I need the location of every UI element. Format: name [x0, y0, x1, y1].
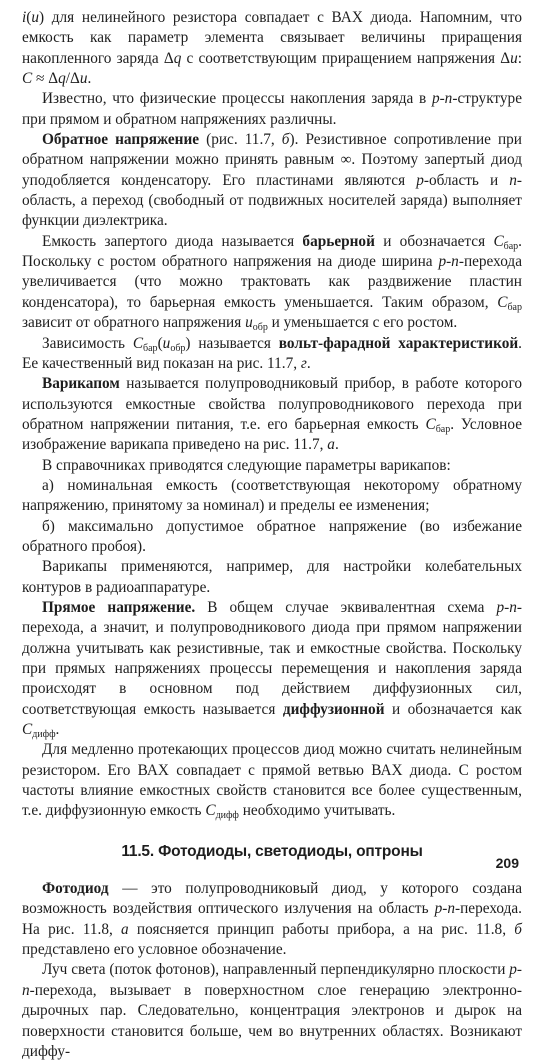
text-run: представлено его условное обозначение.: [22, 941, 287, 959]
italic-symbol: C: [425, 415, 436, 433]
italic-symbol: u: [31, 9, 40, 26]
text-run: — это полупроводниковый диод, у которого создана возможность воздействия оптического излучения на область: [22, 880, 522, 918]
subscript: обр: [170, 342, 186, 354]
paragraph: [22, 879, 522, 960]
text-run: Луч света (поток фотонов), направленный перпендикулярно плоскости: [42, 961, 510, 979]
paragraph: [22, 476, 522, 517]
subscript: бар: [143, 342, 158, 354]
paragraph: [22, 740, 522, 821]
paragraph: [22, 598, 522, 740]
text-run: -область, а переход (свободный от подвижных носителей заряда) выполняет функции диэлектрика.: [22, 171, 523, 230]
text-run: ) называется: [185, 334, 279, 352]
italic-symbol: б: [514, 920, 522, 938]
text-run: В общем случае эквивалентная схема: [195, 598, 497, 616]
text-run: 11.5. Фотодиоды, светодиоды, оптроны: [121, 842, 423, 860]
text-run: В справочниках приводятся следующие параметры варикапов:: [42, 456, 451, 474]
text-run: . Ее качественный вид показан на рис. 11.7,: [22, 334, 522, 372]
text-run: и уменьшается с его ростом.: [267, 314, 458, 332]
text-run: (: [26, 9, 32, 26]
italic-symbol: p-n: [434, 900, 456, 918]
bold-term: Обратное напряжение: [42, 131, 200, 149]
italic-symbol: C: [132, 334, 144, 352]
text-run: (рис. 11.7,: [199, 131, 282, 149]
paragraph: [22, 374, 522, 455]
subscript: дифф: [32, 729, 56, 741]
text-run: . Поскольку с ростом обратного напряжения на диоде ширина: [22, 232, 522, 271]
text-run: Варикапы применяются, например, для настройки колебательных контуров в радиоаппаратуре.: [22, 558, 522, 596]
text-run: Емкость запертого диода называется: [42, 232, 303, 250]
text-run: называется полупроводниковый прибор, в работе которого используются емкостные свойства полупроводникового перехода при обратном напряжении питания, т.е. его барьерная емкость: [22, 375, 522, 433]
italic-symbol: p-n: [496, 598, 517, 616]
italic-symbol: C: [22, 70, 33, 88]
paragraph: [22, 557, 522, 598]
bold-term: Фотодиод: [42, 880, 109, 898]
subscript: бар: [507, 301, 522, 313]
bold-term: барьерной: [302, 232, 375, 250]
subscript: обр: [252, 322, 268, 334]
text-run: .: [55, 721, 60, 739]
subscript: бар: [435, 423, 451, 435]
italic-symbol: C: [22, 721, 33, 739]
text-run: Известно, что физические процессы накопления заряда в: [42, 90, 432, 108]
subscript: дифф: [215, 810, 239, 822]
text-run: Для медленно протекающих процессов диод можно считать нелинейным резистором. Его ВАХ совпадает с прямой ветвью ВАХ диода. С ростом частоты влияние емкостных свойств становится все более существенным, т.е. диффузионную емкость: [22, 741, 522, 820]
italic-symbol: г: [300, 354, 307, 372]
italic-symbol: а: [121, 920, 129, 938]
text-run: -перехода увеличивается (что можно трактовать как раздвижение пластин конденсатора), то барьерная емкость уменьшается. Таким образом,: [22, 253, 522, 311]
text-run: .: [306, 354, 311, 372]
subscript: бар: [503, 240, 519, 252]
text-run: ≈ Δ: [32, 70, 59, 88]
text-run: поясняется принцип работы прибора, а на рис. 11.8,: [128, 920, 515, 938]
italic-symbol: u: [162, 334, 171, 352]
italic-symbol: u: [510, 49, 518, 67]
italic-symbol: C: [497, 293, 508, 311]
text-run: б) максимально допустимое обратное напряжение (во избежание обратного пробоя).: [22, 517, 522, 555]
text-run: необходимо учитывать.: [238, 802, 396, 820]
text-run: :: [517, 49, 522, 67]
italic-symbol: p-n: [431, 90, 453, 108]
text-run: .: [87, 70, 92, 88]
italic-symbol: q: [173, 49, 182, 67]
text-run: -область и: [423, 171, 510, 189]
italic-symbol: u: [79, 70, 88, 88]
text-run: ). Резистивное сопротивление при обратном напряжении можно принять равным ∞. Поэтому запертый диод уподобляется конденсатору. Его пластинами являются: [22, 131, 522, 189]
text-run: Зависимость: [42, 334, 133, 352]
text-run: -перехода. На рис. 11.8,: [22, 900, 522, 938]
paragraph: [22, 456, 522, 476]
text-run: с соответствующим приращением напряжения Δ: [181, 49, 511, 67]
page-text: [22, 8, 522, 1062]
text-run: и обозначается как: [384, 700, 522, 718]
paragraph: [22, 232, 522, 334]
paragraph: [22, 960, 522, 1062]
italic-symbol: u: [245, 314, 253, 332]
italic-symbol: p-n: [438, 253, 459, 271]
text-run: и обозначается: [374, 232, 494, 250]
italic-symbol: б: [281, 131, 290, 149]
paragraph: [22, 517, 522, 558]
italic-symbol: C: [493, 232, 504, 250]
text-run: зависит от обратного напряжения: [22, 314, 246, 332]
text-run: -перехода, вызывает в поверхностном слое генерацию электронно-дырочных пар. Следовательно, концентрация электронов и дырок на поверхности становится больше, чем во внутренних областях. Возникают диффу-: [22, 981, 522, 1060]
bold-term: диффузионной: [282, 700, 385, 718]
section-heading: [22, 842, 522, 862]
italic-symbol: q: [58, 70, 66, 88]
italic-symbol: а: [327, 436, 335, 454]
bold-term: вольт-фарадной характеристикой: [278, 334, 519, 352]
text-run: ) для нелинейного резистора совпадает с ВАХ диода. Напомним, что емкость как параметр элемента связывает величины приращения накопленного заряда Δ: [22, 9, 522, 67]
text-run: /Δ: [65, 70, 80, 88]
italic-symbol: p: [416, 171, 424, 189]
text-run: . Условное изображение варикапа приведено на рис. 11.7,: [22, 415, 522, 454]
italic-symbol: C: [205, 802, 216, 820]
paragraph: [22, 130, 522, 232]
bold-term: Варикапом: [42, 375, 120, 393]
text-run: -структуре при прямом и обратном напряжениях различны.: [22, 90, 522, 128]
paragraph: [22, 89, 522, 130]
text-run: -перехода, а значит, и полупроводникового диода при прямом напряжении должна учитывать как резистивные, так и емкостные свойства. Поскольку при прямых напряжениях процессы перемещения и накопления заряда происходят в основном под действием диффузионных сил, соответствующая емкость называется: [22, 598, 522, 718]
text-run: а) номинальная емкость (соответствующая некоторому обратному напряжению, принятому за номинал) и пределы ее изменения;: [22, 476, 522, 515]
page-number: 209: [495, 855, 519, 871]
paragraph: [22, 8, 522, 89]
text-run: (: [157, 334, 163, 352]
italic-symbol: n: [509, 171, 517, 189]
italic-symbol: p-n: [22, 961, 522, 999]
text-run: .: [334, 436, 339, 454]
italic-symbol: i: [22, 9, 27, 26]
paragraph: [22, 334, 522, 375]
bold-term: Прямое напряжение.: [42, 598, 196, 616]
